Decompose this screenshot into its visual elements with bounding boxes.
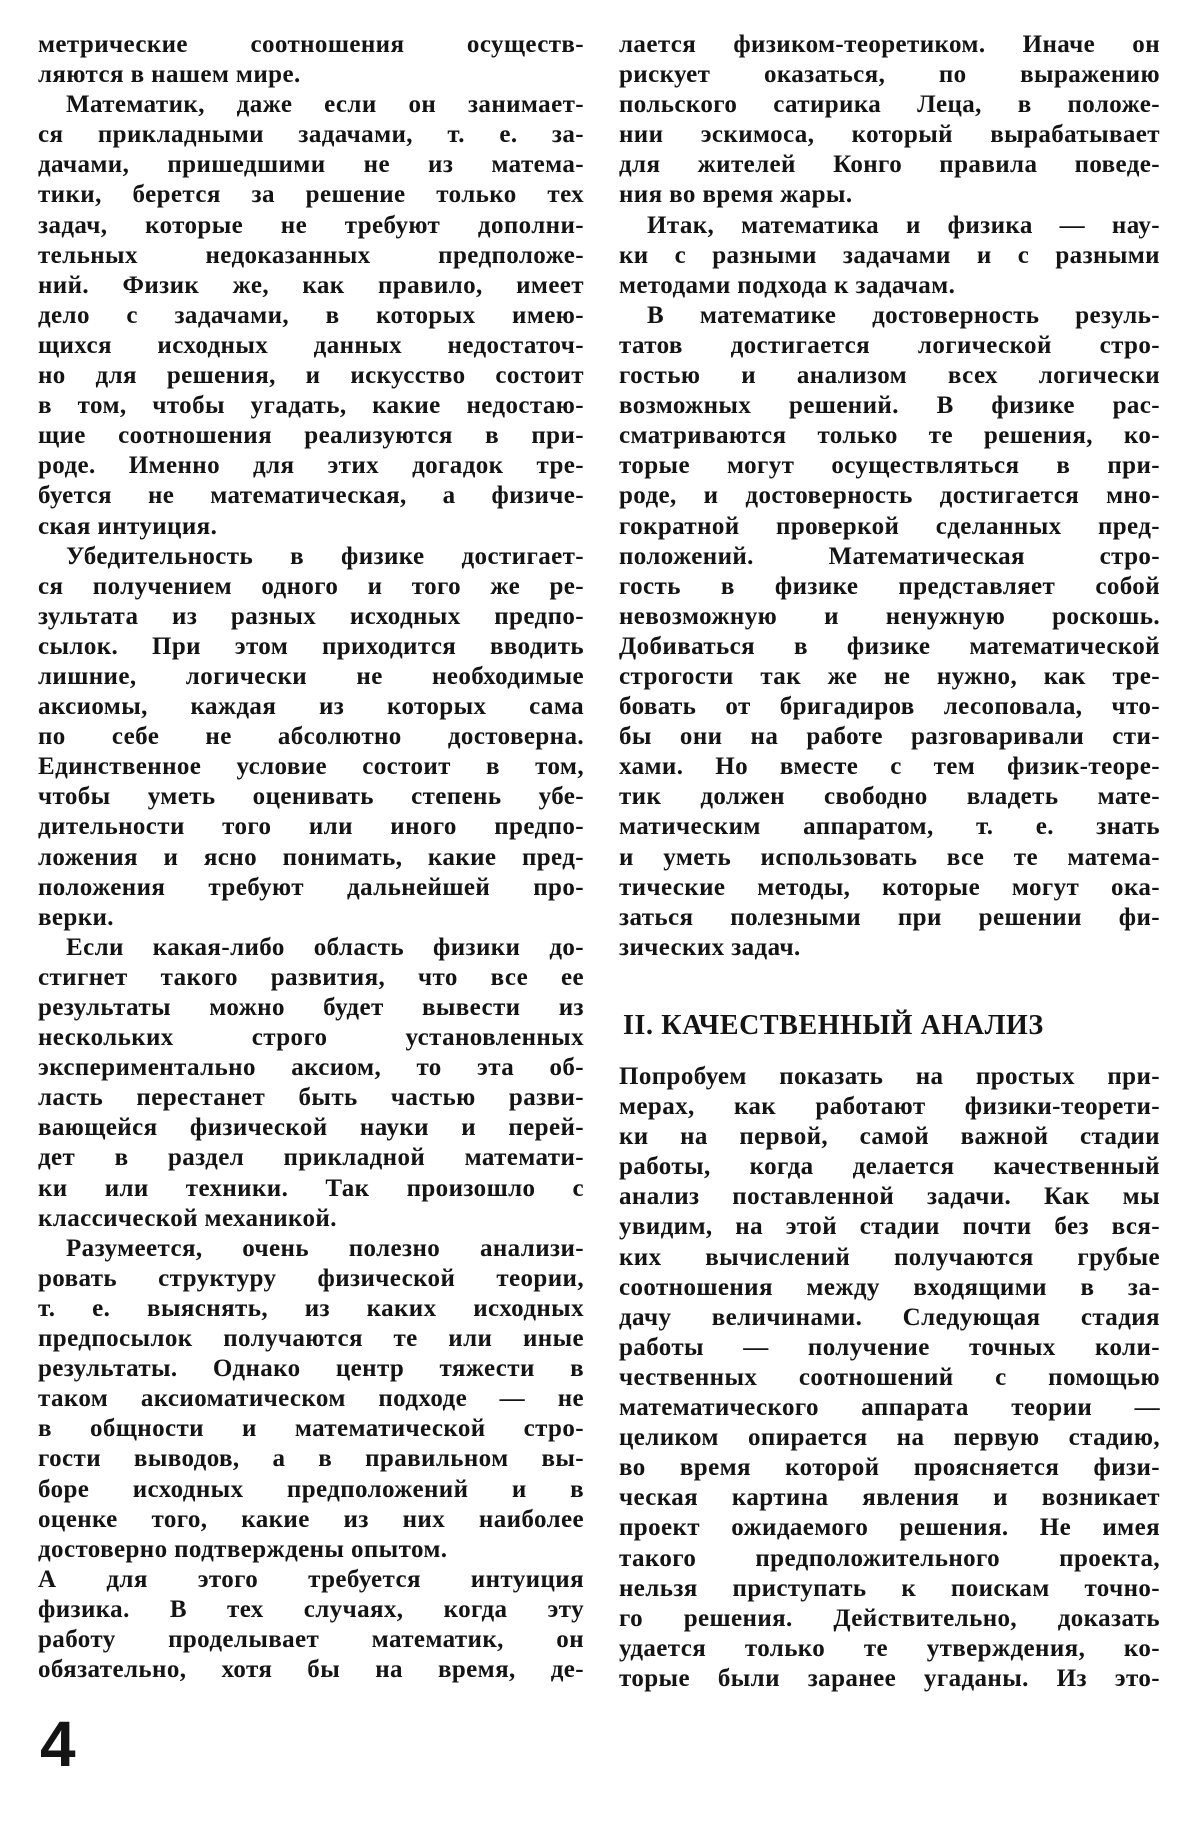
text-line: ся прикладными задачами, т. е. за-: [38, 121, 584, 149]
paragraph: [38, 1565, 584, 1685]
text-line: сматриваются только те решения, ко-: [619, 422, 1160, 450]
text-line: боре исходных предположений и в: [38, 1475, 584, 1503]
section-heading: II. КАЧЕСТВЕННЫЙ АНАЛИЗ: [623, 1010, 1044, 1041]
text-line: польского сатирика Леца, в положе-: [619, 91, 1160, 119]
text-line: такого предположительного проекта,: [619, 1544, 1160, 1572]
text-line: мерах, как работают физики-теорети-: [619, 1093, 1160, 1121]
text-line: т. е. выяснять, из каких исходных: [38, 1294, 584, 1322]
section-body: [619, 1062, 1160, 1694]
text-line: бы они на работе разговаривали сти-: [619, 723, 1160, 751]
text-line: нии эскимоса, который вырабатывает: [619, 121, 1160, 149]
text-line: гостью и анализом всех логически: [619, 362, 1160, 390]
text-line: результаты можно будет вывести из: [38, 994, 584, 1021]
text-line: проект ожидаемого решения. Не имея: [619, 1514, 1160, 1542]
text-line: целиком опирается на первую стадию,: [619, 1424, 1160, 1452]
text-line: ки с разными задачами и с разными: [619, 241, 1160, 269]
text-line: рискует оказаться, по выражению: [619, 61, 1160, 89]
text-line: достоверно подтверждены опытом.: [38, 1535, 448, 1563]
text-line: бовать от бригадиров лесоповала, что-: [619, 693, 1160, 721]
text-line: экспериментально аксиом, то эта об-: [38, 1054, 584, 1082]
text-line: ких вычислений получаются грубые: [619, 1243, 1160, 1271]
text-line: дет в раздел прикладной математи-: [38, 1144, 584, 1172]
text-line: Итак, математика и физика — нау-: [647, 211, 1160, 239]
text-line: метрические соотношения осуществ-: [38, 31, 584, 58]
text-line: во время которой проясняется физи-: [619, 1454, 1160, 1482]
text-line: обязательно, хотя бы на время, де-: [38, 1656, 584, 1684]
text-line: работы, когда делается качественный: [619, 1153, 1160, 1181]
text-line: нескольких строго установленных: [38, 1024, 584, 1052]
text-line: увидим, на этой стадии почти без вся-: [619, 1213, 1160, 1241]
text-line: ложения и ясно понимать, какие пред-: [38, 843, 584, 871]
text-line: гости выводов, а в правильном вы-: [38, 1445, 584, 1473]
text-line: лишние, логически не необходимые: [38, 662, 584, 690]
text-line: гость в физике представляет собой: [619, 572, 1160, 600]
text-line: чественных соотношений с помощью: [619, 1363, 1160, 1391]
text-line: верки.: [38, 903, 114, 931]
left-column: [38, 30, 584, 1685]
text-line: ляются в нашем мире.: [38, 61, 301, 89]
text-line: предпосылок получаются те или иные: [38, 1325, 584, 1353]
text-line: зультата из разных исходных предпо-: [38, 602, 584, 630]
text-line: ласть перестанет быть частью разви-: [38, 1084, 584, 1112]
text-line: лается физиком-теоретиком. Иначе он: [619, 31, 1160, 58]
text-line: в том, чтобы угадать, какие недостаю-: [38, 392, 584, 420]
text-line: и уметь использовать все те матема-: [619, 843, 1160, 871]
text-line: ния во время жары.: [619, 181, 853, 209]
text-line: ний. Физик же, как правило, имеет: [38, 271, 584, 299]
text-line: тик должен свободно владеть мате-: [619, 783, 1160, 811]
text-line: методами подхода к задачам.: [619, 271, 956, 299]
text-line: оценке того, какие из них наиболее: [38, 1505, 584, 1533]
text-line: Убедительность в физике достигает-: [66, 542, 584, 570]
text-line: ся получением одного и того же ре-: [38, 572, 584, 600]
text-line: стигнет такого развития, что все ее: [38, 963, 584, 991]
text-line: дачу величинами. Следующая стадия: [619, 1303, 1160, 1331]
text-line: Добиваться в физике математической: [619, 632, 1160, 660]
text-line: по себе не абсолютно достоверна.: [38, 723, 584, 751]
text-line: математического аппарата теории —: [619, 1394, 1160, 1422]
text-line: ки или техники. Так произошло с: [38, 1174, 584, 1202]
paragraph: [619, 211, 1160, 301]
text-line: ровать структуру физической теории,: [38, 1264, 584, 1292]
text-line: результаты. Однако центр тяжести в: [38, 1355, 584, 1383]
text-line: торые были заранее угаданы. Из это-: [619, 1664, 1160, 1692]
paragraph: [619, 301, 1160, 963]
text-line: Если какая-либо область физики до-: [66, 933, 584, 961]
text-line: Единственное условие состоит в том,: [38, 753, 584, 781]
text-line: Разумеется, очень полезно анализи-: [66, 1234, 584, 1262]
text-line: дительности того или иного предпо-: [38, 813, 584, 841]
paragraph: [38, 542, 584, 933]
text-line: гократной проверкой сделанных пред-: [619, 512, 1160, 540]
text-line: дело с задачами, в которых имею-: [38, 301, 584, 329]
page-number: 4: [40, 1708, 76, 1780]
text-line: тические методы, которые могут ока-: [619, 873, 1160, 901]
text-line: задач, которые не требуют дополни-: [38, 211, 584, 239]
paragraph: [619, 1062, 1160, 1694]
text-line: щие соотношения реализуются в при-: [38, 422, 584, 450]
text-line: Попробуем показать на простых при-: [619, 1063, 1160, 1090]
text-line: в общности и математической стро-: [38, 1415, 584, 1443]
text-line: заться полезными при решении фи-: [619, 903, 1160, 931]
text-line: ки на первой, самой важной стадии: [619, 1123, 1160, 1151]
text-line: роде. Именно для этих догадок тре-: [38, 452, 584, 480]
text-line: зических задач.: [619, 933, 801, 961]
text-line: работы — получение точных коли-: [619, 1333, 1160, 1361]
text-line: роде, и достоверность достигается мно-: [619, 482, 1160, 510]
text-line: классической механикой.: [38, 1204, 337, 1232]
text-line: соотношения между входящими в за-: [619, 1273, 1160, 1301]
text-line: строгости так же не нужно, как тре-: [619, 662, 1160, 690]
text-line: татов достигается логической стро-: [619, 331, 1160, 359]
paragraph: [38, 30, 584, 90]
text-line: матическим аппаратом, т. е. знать: [619, 813, 1160, 841]
text-line: таком аксиоматическом подходе — не: [38, 1385, 584, 1413]
text-line: невозможную и ненужную роскошь.: [619, 602, 1160, 630]
text-line: ская интуиция.: [38, 512, 218, 540]
text-line: ческая картина явления и возникает: [619, 1484, 1160, 1512]
text-line: анализ поставленной задачи. Как мы: [619, 1183, 1160, 1211]
text-line: дачами, пришедшими не из матема-: [38, 151, 584, 179]
text-line: А для этого требуется интуиция: [38, 1565, 584, 1593]
text-line: Математик, даже если он занимает-: [66, 91, 584, 119]
paragraph: [38, 933, 584, 1234]
text-line: хами. Но вместе с тем физик-теоре-: [619, 753, 1160, 781]
right-column: [619, 30, 1160, 963]
text-line: физика. В тех случаях, когда эту: [38, 1595, 584, 1623]
text-line: чтобы уметь оценивать степень убе-: [38, 783, 584, 811]
text-line: го решения. Действительно, доказать: [619, 1604, 1160, 1632]
text-line: для жителей Конго правила поведе-: [619, 151, 1160, 179]
text-line: положений. Математическая стро-: [619, 542, 1160, 570]
text-line: работу проделывает математик, он: [38, 1625, 584, 1653]
text-line: удается только те утверждения, ко-: [619, 1634, 1160, 1662]
text-line: щихся исходных данных недостаточ-: [38, 331, 584, 359]
text-line: нельзя приступать к поискам точно-: [619, 1574, 1160, 1602]
paragraph: [38, 1234, 584, 1565]
text-line: но для решения, и искусство состоит: [38, 362, 584, 390]
paragraph: [38, 90, 584, 541]
text-line: буется не математическая, а физиче-: [38, 482, 584, 510]
text-line: положения требуют дальнейшей про-: [38, 873, 584, 901]
text-line: В математике достоверность резуль-: [647, 301, 1160, 329]
text-line: аксиомы, каждая из которых сама: [38, 693, 584, 721]
paragraph: [619, 30, 1160, 211]
text-line: возможных решений. В физике рас-: [619, 392, 1160, 420]
text-line: тельных недоказанных предположе-: [38, 241, 584, 269]
text-line: вающейся физической науки и перей-: [38, 1114, 584, 1142]
text-line: тики, берется за решение только тех: [38, 181, 584, 209]
text-line: торые могут осуществляться в при-: [619, 452, 1160, 480]
text-line: сылок. При этом приходится вводить: [38, 632, 584, 660]
